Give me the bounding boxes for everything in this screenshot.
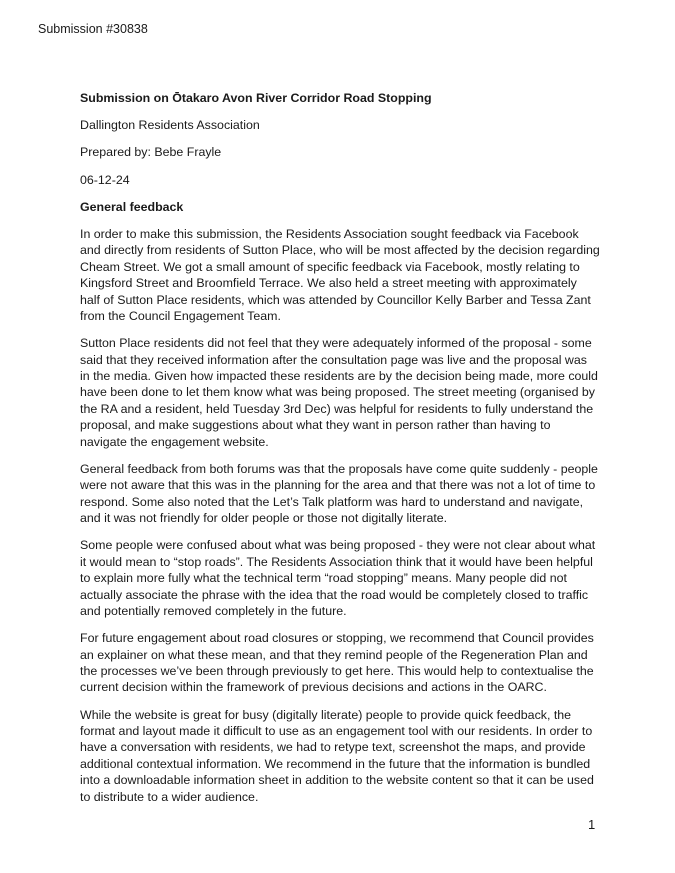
paragraph: General feedback from both forums was that the proposals have come quite suddenly - people were not aware that this was in the planning for the area and that there was not a lot of time to respond. Some also noted that the Let’s Talk platform was hard to understand and navigate, and it was not friendly for older people or those not digitally literate. xyxy=(80,461,598,526)
paragraph: While the website is great for busy (digitally literate) people to provide quick feedback, the format and layout made it difficult to use as an engagement tool with our residents. In order to have a conversation with residents, we had to retype text, screenshot the maps, and provide additional contextual information. We recommend in the future that the information is bundled into a downloadable information sheet in addition to the website content so that it can be used to distribute to a wider audience. xyxy=(80,707,594,804)
paragraph: Sutton Place residents did not feel that they were adequately informed of the proposal - some said that they received information after the consultation page was live and the proposal was in the media. Given how impacted these residents are by the decision being made, more could have been done to let them know what was being proposed. The street meeting (organised by the RA and a resident, held Tuesday 3rd Dec) was helpful for residents to fully understand the proposal, and make suggestions about what they want in person rather than having to navigate the engagement website. xyxy=(80,336,598,449)
submission-id: Submission #30838 xyxy=(38,22,148,36)
organisation-name: Dallington Residents Association xyxy=(80,118,260,133)
paragraph: For future engagement about road closures or stopping, we recommend that Council provides an explainer on what these mean, and that they remind people of the Regeneration Plan and the processes we’ve been through previously to get here. This would help to contextualise the current decision within the framework of previous decisions and actions in the OARC. xyxy=(80,631,594,695)
document-date: 06-12-24 xyxy=(80,172,130,187)
document-body xyxy=(80,90,600,816)
document-title: Submission on Ōtakaro Avon River Corridor Road Stopping xyxy=(80,91,432,105)
page-number: 1 xyxy=(588,817,596,832)
paragraph: Some people were confused about what was being proposed - they were not clear about what it would mean to “stop roads”. The Residents Association think that it would have been helpful to explain more fully what the technical term “road stopping” means. Many people did not actually associate the phrase with the idea that the road would be completely closed to traffic and potentially removed completely in the future. xyxy=(80,538,596,618)
paragraph: In order to make this submission, the Residents Association sought feedback via Facebook and directly from residents of Sutton Place, who will be most affected by the decision regarding Cheam Street. We got a small amount of specific feedback via Facebook, mostly relating to Kingsford Street and Broomfield Terrace. We also held a street meeting with approximately half of Sutton Place residents, which was attended by Councillor Kelly Barber and Tessa Zant from the Council Engagement Team. xyxy=(80,227,600,324)
section-heading-general-feedback: General feedback xyxy=(80,199,184,214)
prepared-by: Prepared by: Bebe Frayle xyxy=(80,145,222,160)
